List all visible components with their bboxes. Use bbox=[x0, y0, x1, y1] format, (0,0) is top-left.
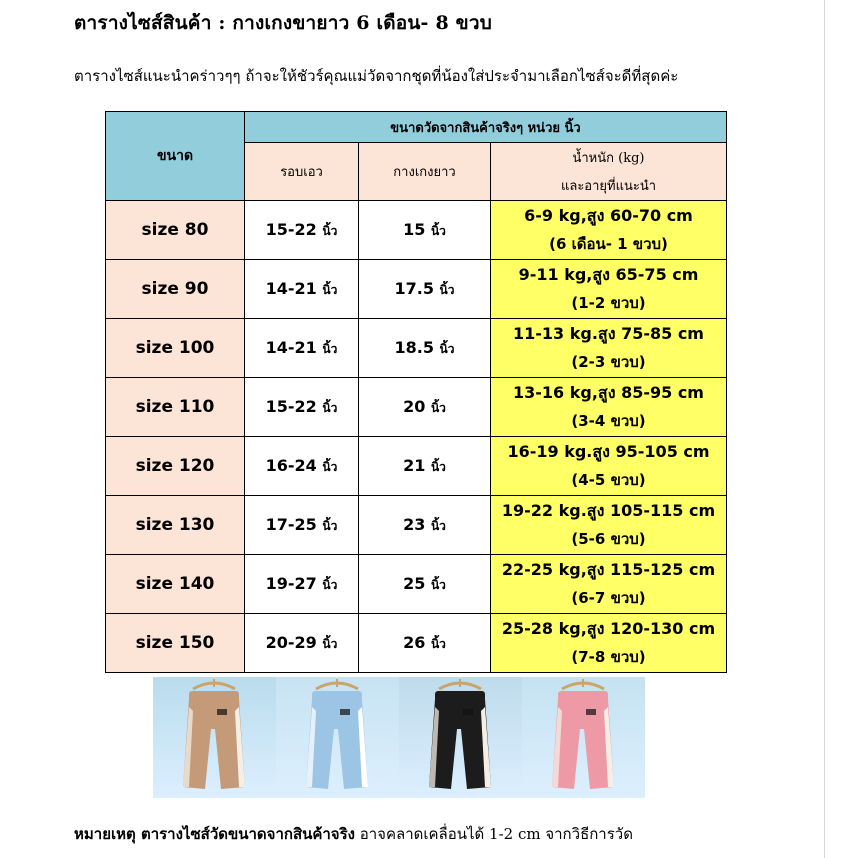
length-value: 25 bbox=[403, 573, 426, 593]
table-row bbox=[106, 260, 727, 319]
weight-height-text: 22-25 kg,สูง 115-125 cm bbox=[501, 560, 716, 579]
size-cell: size 90 bbox=[106, 260, 245, 319]
waist-value: 14-21 bbox=[265, 278, 317, 298]
waist-cell bbox=[245, 201, 359, 260]
unit-label: นิ้ว bbox=[322, 518, 338, 533]
unit-label: นิ้ว bbox=[430, 223, 446, 238]
age-text: (3-4 ขวบ) bbox=[571, 412, 646, 430]
weight-age-cell bbox=[491, 260, 727, 319]
length-column-header: กางเกงยาว bbox=[359, 143, 491, 201]
waist-value: 17-25 bbox=[265, 514, 317, 534]
size-cell: size 140 bbox=[106, 555, 245, 614]
waist-value: 15-22 bbox=[265, 396, 317, 416]
age-text: (5-6 ขวบ) bbox=[571, 530, 646, 548]
weight-age-cell bbox=[491, 496, 727, 555]
length-cell bbox=[359, 319, 491, 378]
waist-cell bbox=[245, 260, 359, 319]
length-cell bbox=[359, 496, 491, 555]
pants-icon bbox=[399, 677, 522, 798]
length-value: 21 bbox=[403, 455, 426, 475]
table-row bbox=[106, 378, 727, 437]
table-row bbox=[106, 614, 727, 673]
pink-pants-photo bbox=[522, 677, 645, 798]
waist-cell bbox=[245, 555, 359, 614]
weight-height-text: 6-9 kg,สูง 60-70 cm bbox=[524, 206, 693, 225]
pants-icon bbox=[522, 677, 645, 798]
weight-age-cell bbox=[491, 437, 727, 496]
size-cell: size 150 bbox=[106, 614, 245, 673]
pants-icon bbox=[276, 677, 399, 798]
length-value: 26 bbox=[403, 632, 426, 652]
waist-cell bbox=[245, 319, 359, 378]
brown-pants-photo bbox=[153, 677, 276, 798]
size-cell: size 110 bbox=[106, 378, 245, 437]
table-row bbox=[106, 555, 727, 614]
waist-cell bbox=[245, 614, 359, 673]
waist-value: 20-29 bbox=[265, 632, 317, 652]
size-cell: size 130 bbox=[106, 496, 245, 555]
unit-label: นิ้ว bbox=[430, 459, 446, 474]
length-value: 23 bbox=[403, 514, 426, 534]
size-cell: size 80 bbox=[106, 201, 245, 260]
weight-age-cell bbox=[491, 201, 727, 260]
age-text: (6-7 ขวบ) bbox=[571, 589, 646, 607]
footnote bbox=[74, 822, 633, 846]
waist-column-header: รอบเอว bbox=[245, 143, 359, 201]
page-title: ตารางไซส์สินค้า : กางเกงขายาว 6 เดือน- 8 ขวบ bbox=[74, 12, 493, 34]
weight-height-text: 16-19 kg.สูง 95-105 cm bbox=[507, 442, 710, 461]
age-text: (7-8 ขวบ) bbox=[571, 648, 646, 666]
length-cell bbox=[359, 378, 491, 437]
unit-label: นิ้ว bbox=[322, 636, 338, 651]
unit-label: นิ้ว bbox=[322, 282, 338, 297]
table-row bbox=[106, 201, 727, 260]
waist-cell bbox=[245, 437, 359, 496]
unit-label: นิ้ว bbox=[430, 577, 446, 592]
unit-label: นิ้ว bbox=[430, 636, 446, 651]
weight-age-cell bbox=[491, 614, 727, 673]
age-text: (1-2 ขวบ) bbox=[571, 294, 646, 312]
waist-value: 15-22 bbox=[265, 219, 317, 239]
length-cell bbox=[359, 555, 491, 614]
size-column-header: ขนาด bbox=[106, 112, 245, 201]
unit-label: นิ้ว bbox=[439, 341, 455, 356]
pants-icon bbox=[153, 677, 276, 798]
footnote-bold: หมายเหตุ ตารางไซส์วัดขนาดจากสินค้าจริง bbox=[74, 825, 355, 843]
footnote-rest: อาจคลาดเคลื่อนได้ 1-2 cm จากวิธีการวัด bbox=[354, 825, 633, 843]
length-value: 15 bbox=[403, 219, 426, 239]
size-cell: size 100 bbox=[106, 319, 245, 378]
weight-height-text: 13-16 kg,สูง 85-95 cm bbox=[513, 383, 704, 402]
length-cell bbox=[359, 614, 491, 673]
table-row bbox=[106, 437, 727, 496]
length-value: 17.5 bbox=[394, 278, 434, 298]
unit-label: นิ้ว bbox=[322, 459, 338, 474]
waist-value: 16-24 bbox=[265, 455, 317, 475]
length-cell bbox=[359, 260, 491, 319]
unit-label: นิ้ว bbox=[322, 577, 338, 592]
weight-height-text: 9-11 kg,สูง 65-75 cm bbox=[518, 265, 699, 284]
unit-label: นิ้ว bbox=[439, 282, 455, 297]
unit-label: นิ้ว bbox=[322, 400, 338, 415]
weight-header-line1: น้ำหนัก (kg) bbox=[572, 151, 645, 166]
length-cell bbox=[359, 437, 491, 496]
product-photo-strip bbox=[153, 677, 645, 798]
weight-age-cell bbox=[491, 319, 727, 378]
waist-cell bbox=[245, 496, 359, 555]
age-text: (4-5 ขวบ) bbox=[571, 471, 646, 489]
unit-label: นิ้ว bbox=[322, 341, 338, 356]
weight-age-cell bbox=[491, 378, 727, 437]
measure-group-header: ขนาดวัดจากสินค้าจริงๆ หน่วย นิ้ว bbox=[245, 112, 727, 143]
unit-label: นิ้ว bbox=[322, 223, 338, 238]
age-text: (6 เดือน- 1 ขวบ) bbox=[549, 235, 668, 253]
table-row bbox=[106, 319, 727, 378]
waist-cell bbox=[245, 378, 359, 437]
unit-label: นิ้ว bbox=[430, 400, 446, 415]
page-subtitle: ตารางไซส์แนะนำคร่าวๆๆ ถ้าจะให้ชัวร์คุณแม่วัดจากชุดที่น้องใส่ประจำมาเลือกไซส์จะดีที่สุดค่ะ bbox=[74, 67, 679, 85]
weight-height-text: 19-22 kg.สูง 105-115 cm bbox=[501, 501, 716, 520]
weight-column-header bbox=[491, 143, 727, 201]
weight-height-text: 25-28 kg,สูง 120-130 cm bbox=[501, 619, 716, 638]
age-text: (2-3 ขวบ) bbox=[571, 353, 646, 371]
unit-label: นิ้ว bbox=[430, 518, 446, 533]
length-value: 18.5 bbox=[394, 337, 434, 357]
table-row bbox=[106, 496, 727, 555]
black-pants-photo bbox=[399, 677, 522, 798]
weight-age-cell bbox=[491, 555, 727, 614]
waist-value: 19-27 bbox=[265, 573, 317, 593]
size-cell: size 120 bbox=[106, 437, 245, 496]
length-cell bbox=[359, 201, 491, 260]
length-value: 20 bbox=[403, 396, 426, 416]
weight-header-line2: และอายุที่แนะนำ bbox=[560, 179, 657, 194]
blue-pants-photo bbox=[276, 677, 399, 798]
weight-height-text: 11-13 kg.สูง 75-85 cm bbox=[513, 324, 704, 343]
size-chart-table bbox=[105, 111, 727, 673]
waist-value: 14-21 bbox=[265, 337, 317, 357]
